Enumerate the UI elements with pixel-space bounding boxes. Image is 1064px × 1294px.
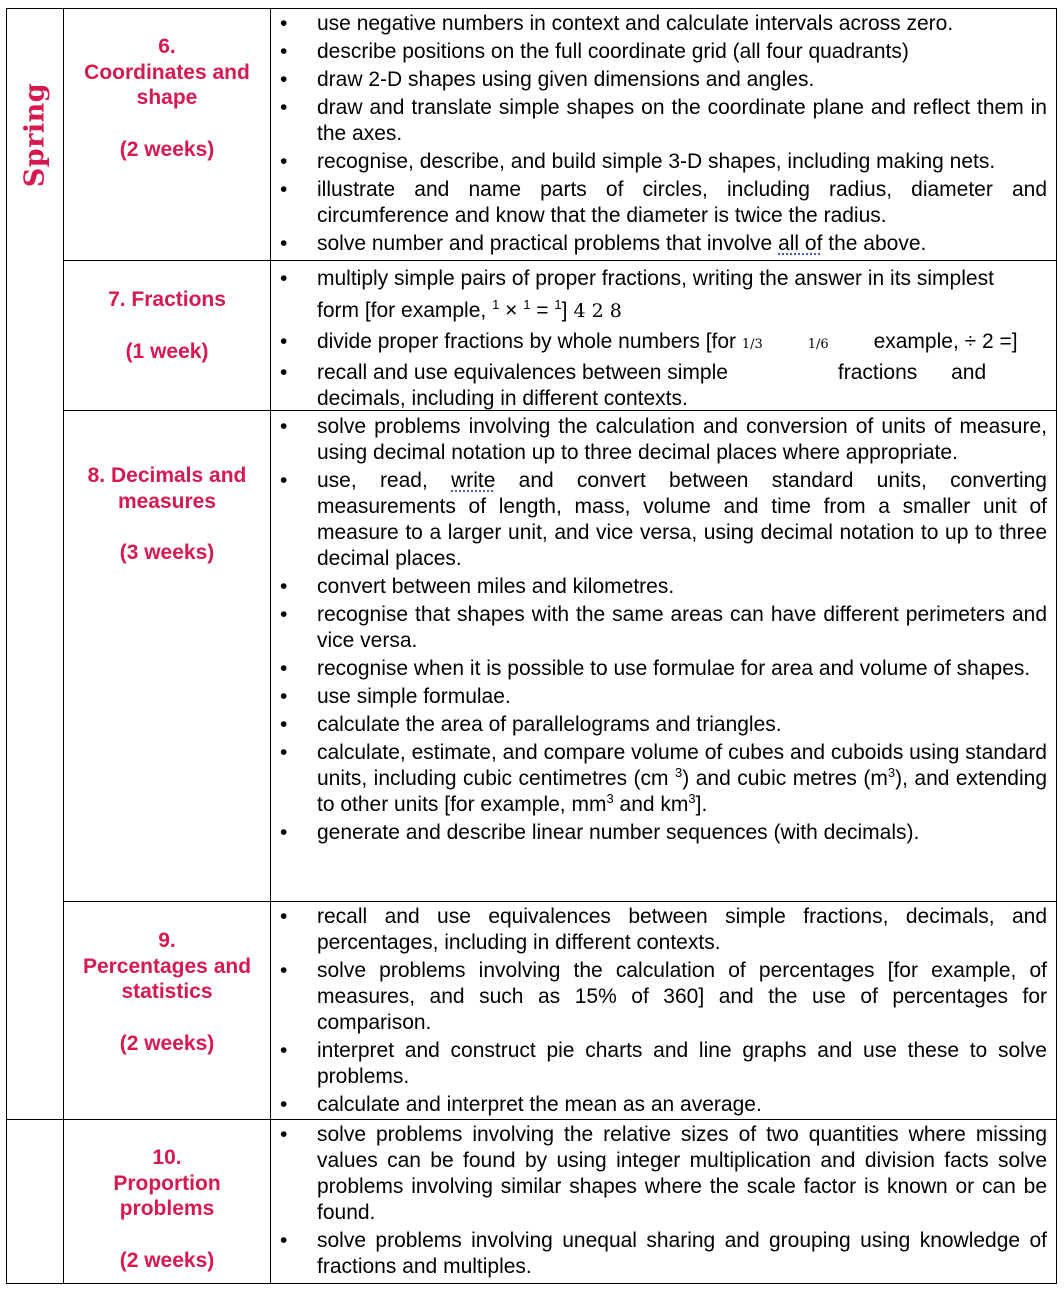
unit-name-line: Coordinates and (84, 60, 250, 84)
unit-number: 10. (152, 1146, 182, 1169)
spellcheck-underlined-text: write (451, 469, 496, 492)
objective-item: • calculate, estimate, and compare volume of cubes and cuboids using standard units, including cubic centimetres (cm $^3$) and cubic metres $(m^3)$, and extending to other units [for example, $mm^3$ and $km^3$]. (281, 740, 1047, 818)
objective-item: • solve number and practical problems that involve all of the above. (281, 231, 1047, 257)
unit-7-objectives (281, 263, 1047, 414)
table-border-top (6, 8, 1057, 9)
objective-item: • recall and use equivalences between simple fractions, decimals, and percentages, including in different contexts. (281, 904, 1047, 956)
fraction-one-sixth: 1/6 (807, 337, 829, 352)
spellcheck-underlined-text: all of (778, 232, 823, 255)
unit-8-objectives (281, 414, 1047, 848)
unit-name-line: statistics (121, 980, 213, 1003)
unit-6-objectives (281, 11, 1047, 259)
table-border-right (1056, 8, 1057, 1284)
objective-item: • use, read, write and convert between standard units, converting measurements of length, mass, volume and time from a smaller unit of measure to a larger unit, and vice versa, using decimal notation to up to three decimal places. (281, 468, 1047, 572)
objective-item: • solve problems involving unequal sharing and grouping using knowledge of fractions and multiples. (281, 1228, 1047, 1280)
objective-item: • solve problems involving the relative sizes of two quantities where missing values can be found by using integer multiplication and division facts solve problems involving similar shapes where the scale factor is known or can be found. (281, 1122, 1047, 1226)
objective-item: • describe positions on the full coordinate grid (all four quadrants) (281, 39, 1047, 65)
unit-9-objectives (281, 904, 1047, 1120)
unit-10-title (64, 1145, 270, 1273)
objective-item: • solve problems involving the calculation of percentages [for example, of measures, and such as 15% of 360] and the use of percentages for comparison. (281, 958, 1047, 1036)
unit-8-title (64, 463, 270, 566)
unit-number: 7. Fractions (108, 288, 226, 311)
objective-item: • divide proper fractions by whole numbers [for 1/3 1/6 example, ÷ 2 =] (281, 329, 1047, 358)
unit-name-line: problems (119, 1197, 215, 1220)
unit-9-title (64, 928, 270, 1056)
unit-name-line: Proportion (113, 1171, 221, 1195)
season-label-text: Spring (19, 82, 51, 187)
unit-6-title (64, 34, 270, 162)
unit-7-title (64, 287, 270, 364)
unit-name-line: shape (136, 86, 198, 109)
unit-name-line: measures (117, 489, 217, 513)
objective-item: • recognise when it is possible to use formulae for area and volume of shapes. (281, 656, 1047, 682)
objective-item: • convert between miles and kilometres. (281, 574, 1047, 600)
season-label (6, 8, 64, 261)
column-divider-2 (270, 8, 271, 1284)
objective-item: • recognise, describe, and build simple 3-D shapes, including making nets. (281, 149, 1047, 175)
unit-name-line: Percentages and (82, 954, 252, 978)
unit-number: 6. (158, 35, 176, 58)
objective-item: • use simple formulae. (281, 684, 1047, 710)
row-divider-1 (63, 260, 1057, 261)
unit-10-objectives (281, 1122, 1047, 1282)
table-border-bottom (6, 1283, 1057, 1284)
unit-number: 8. Decimals and (87, 464, 247, 487)
objective-item: • use negative numbers in context and calculate intervals across zero. (281, 11, 1047, 37)
objective-item: • recognise that shapes with the same areas can have different perimeters and vice versa. (281, 602, 1047, 654)
objective-item: • illustrate and name parts of circles, including radius, diameter and circumference and know that the diameter is twice the radius. (281, 177, 1047, 229)
objective-item: • draw and translate simple shapes on the coordinate plane and reflect them in the axes. (281, 95, 1047, 147)
unit-duration: (3 weeks) (119, 541, 215, 564)
unit-duration: (1 week) (125, 339, 209, 363)
objective-item: • recall and use equivalences between simple fractions and decimals, including in different contexts. (281, 360, 1047, 412)
objective-item: • generate and describe linear number sequences (with decimals). (281, 820, 1047, 846)
objective-item: • calculate and interpret the mean as an average. (281, 1092, 1047, 1118)
row-divider-3 (63, 901, 1057, 902)
objective-item: • multiply simple pairs of proper fractions, writing the answer in its simplest form [for example, $^1$ × $^1$ = $^1$] 4 2 8 (281, 263, 1047, 327)
unit-duration: (2 weeks) (119, 1248, 215, 1272)
fraction-denominators: 4 2 8 (567, 300, 622, 322)
objective-item: • calculate the area of parallelograms and triangles. (281, 712, 1047, 738)
objective-item: • draw 2-D shapes using given dimensions and angles. (281, 67, 1047, 93)
objective-item: • solve problems involving the calculation and conversion of units of measure, using decimal notation up to three decimal places where appropriate. (281, 414, 1047, 466)
objective-item: • interpret and construct pie charts and line graphs and use these to solve problems. (281, 1038, 1047, 1090)
unit-duration: (2 weeks) (119, 137, 215, 161)
unit-number: 9. (158, 929, 176, 952)
unit-duration: (2 weeks) (119, 1031, 215, 1055)
fraction-one-third: 1/3 (741, 337, 763, 352)
